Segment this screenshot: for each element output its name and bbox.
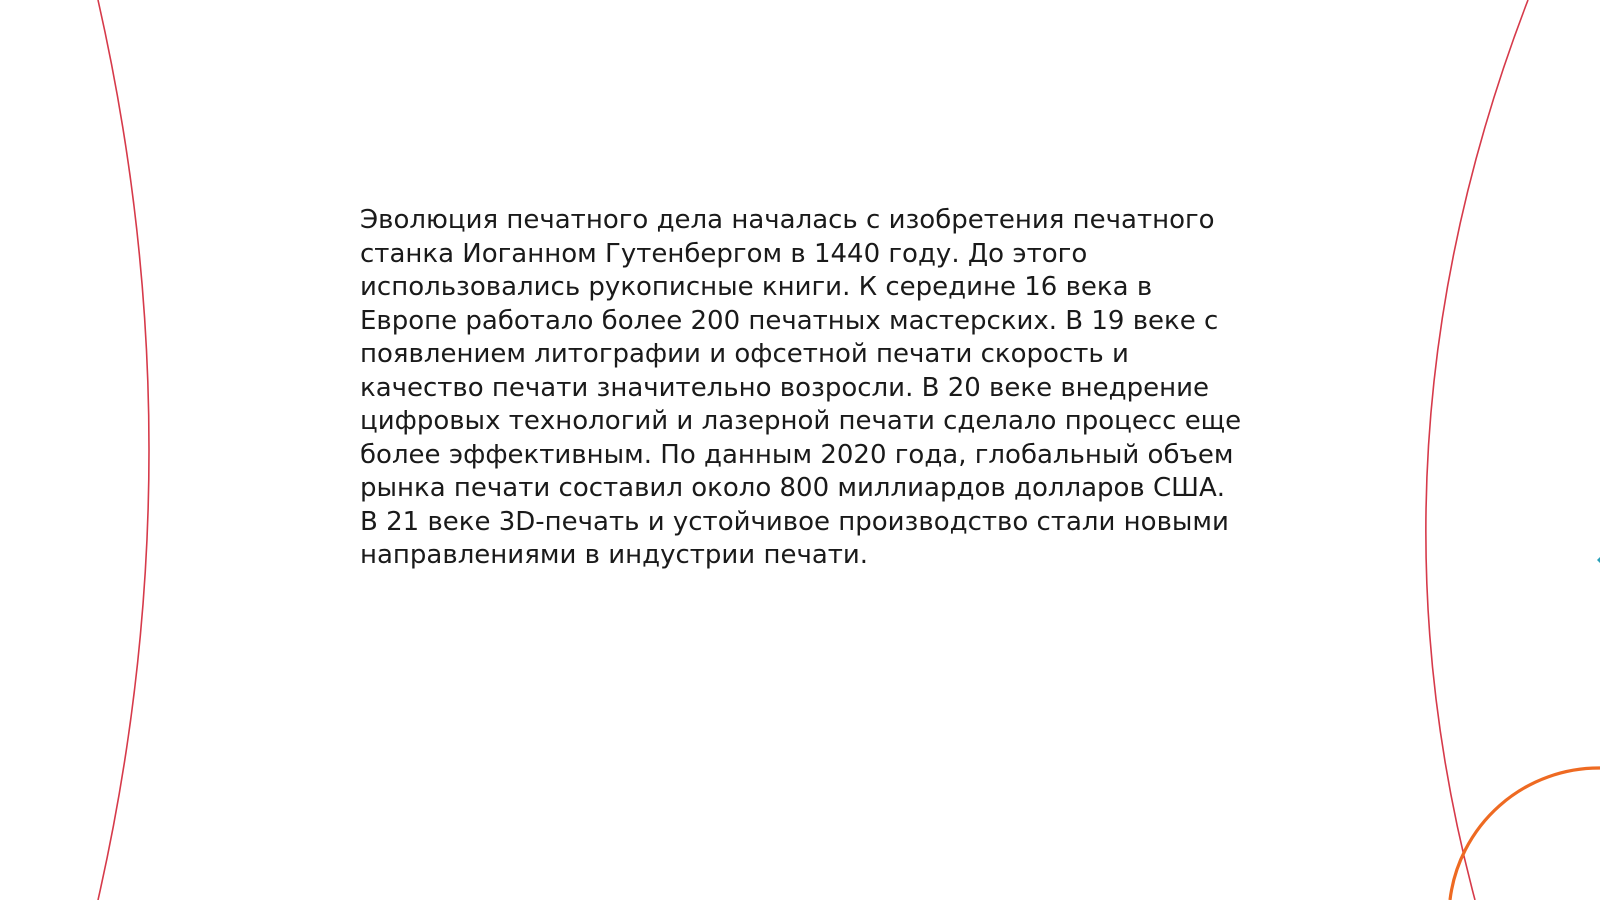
text-line: Европе работало более 200 печатных мастерских. В 19 веке с [360, 305, 1219, 336]
text-line: использовались рукописные книги. К середине 16 века в [360, 272, 1153, 302]
left-arc-line [98, 0, 149, 900]
right-arc-line [1426, 0, 1528, 900]
text-line: станка Иоганном Гутенбергом в 1440 году. До этого [360, 238, 1088, 269]
text-line: рынка печати составил около 800 миллиардов долларов США. [360, 473, 1226, 503]
text-line: качество печати значительно возросли. В 20 веке внедрение [360, 372, 1210, 403]
body-paragraph [360, 204, 1260, 573]
text-line: В 21 веке 3D-печать и устойчивое производство стали новыми [360, 506, 1229, 537]
text-line: появлением литографии и офсетной печати скорость и [360, 339, 1129, 369]
text-line: направлениями в индустрии печати. [360, 540, 869, 570]
text-line: цифровых технологий и лазерной печати сделало процесс еще [360, 406, 1242, 436]
corner-orange-circle [1450, 768, 1600, 900]
text-line: более эффективным. По данным 2020 года, глобальный объем [360, 439, 1234, 470]
text-line: Эволюция печатного дела началась с изобретения печатного [360, 205, 1215, 235]
